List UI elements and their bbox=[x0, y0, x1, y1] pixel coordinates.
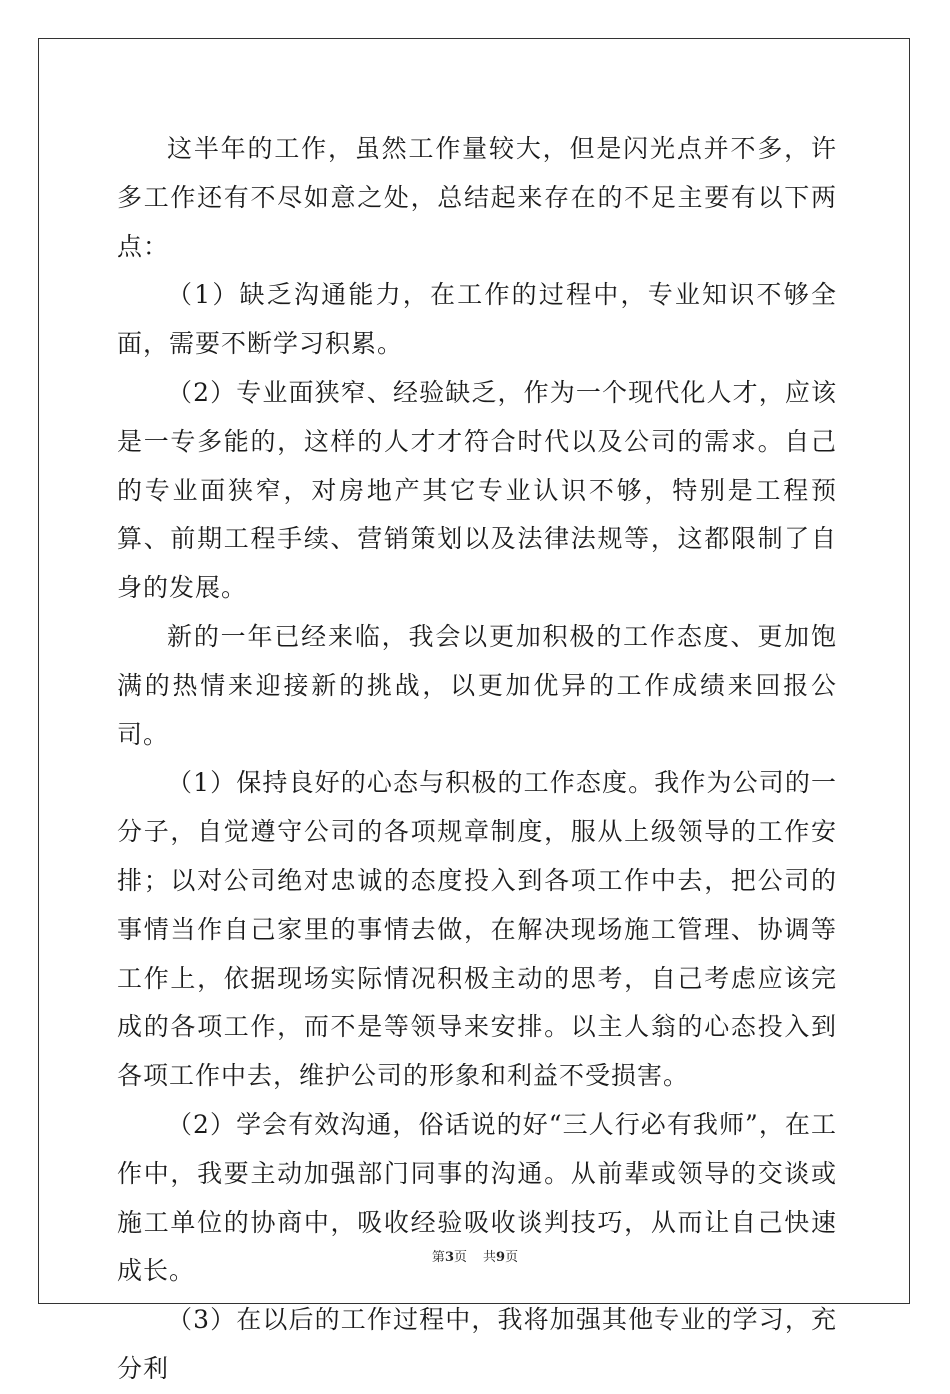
document-body bbox=[117, 125, 837, 1394]
paragraph-shortcoming-1: （1）缺乏沟通能力，在工作的过程中，专业知识不够全面，需要不断学习积累。 bbox=[117, 280, 837, 359]
total-prefix: 共 bbox=[483, 1250, 497, 1265]
paragraph-shortcoming-2: （2）专业面狭窄、经验缺乏，作为一个现代化人才，应该是一专多能的，这样的人才才符合时代以及公司的需求。自己的专业面狭窄，对房地产其它专业认识不够，特别是工程预算、前期工程手续、营销策划以及法律法规等，这都限制了自身的发展。 bbox=[117, 377, 837, 603]
paragraph-plan-3: （3）在以后的工作过程中，我将加强其他专业的学习，充分利 bbox=[117, 1305, 837, 1383]
page-prefix: 第 bbox=[431, 1250, 445, 1265]
total-pages: 9 bbox=[496, 1250, 506, 1265]
paragraph-new-year-intro: 新的一年已经来临，我会以更加积极的工作态度、更加饱满的热情来迎接新的挑战，以更加优异的工作成绩来回报公司。 bbox=[117, 621, 837, 749]
paragraph-plan-2: （2）学会有效沟通，俗话说的好“三人行必有我师”，在工作中，我要主动加强部门同事的沟通。从前辈或领导的交谈或施工单位的协商中，吸收经验吸收谈判技巧，从而让自己快速成长。 bbox=[117, 1109, 837, 1286]
page-footer bbox=[0, 1246, 950, 1265]
page-suffix: 页 bbox=[453, 1250, 467, 1265]
total-suffix: 页 bbox=[505, 1250, 519, 1265]
paragraph-plan-1: （1）保持良好的心态与积极的工作态度。我作为公司的一分子，自觉遵守公司的各项规章制度，服从上级领导的工作安排；以对公司绝对忠诚的态度投入到各项工作中去，把公司的事情当作自己家里的事情去做，在解决现场施工管理、协调等工作上，依据现场实际情况积极主动的思考，自己考虑应该完成的各项工作，而不是等领导来安排。以主人翁的心态投入到各项工作中去，维护公司的形象和利益不受损害。 bbox=[117, 768, 837, 1091]
paragraph-shortcomings-intro: 这半年的工作，虽然工作量较大，但是闪光点并不多，许多工作还有不尽如意之处，总结起来存在的不足主要有以下两点： bbox=[117, 134, 837, 261]
page-number: 3 bbox=[444, 1250, 454, 1265]
